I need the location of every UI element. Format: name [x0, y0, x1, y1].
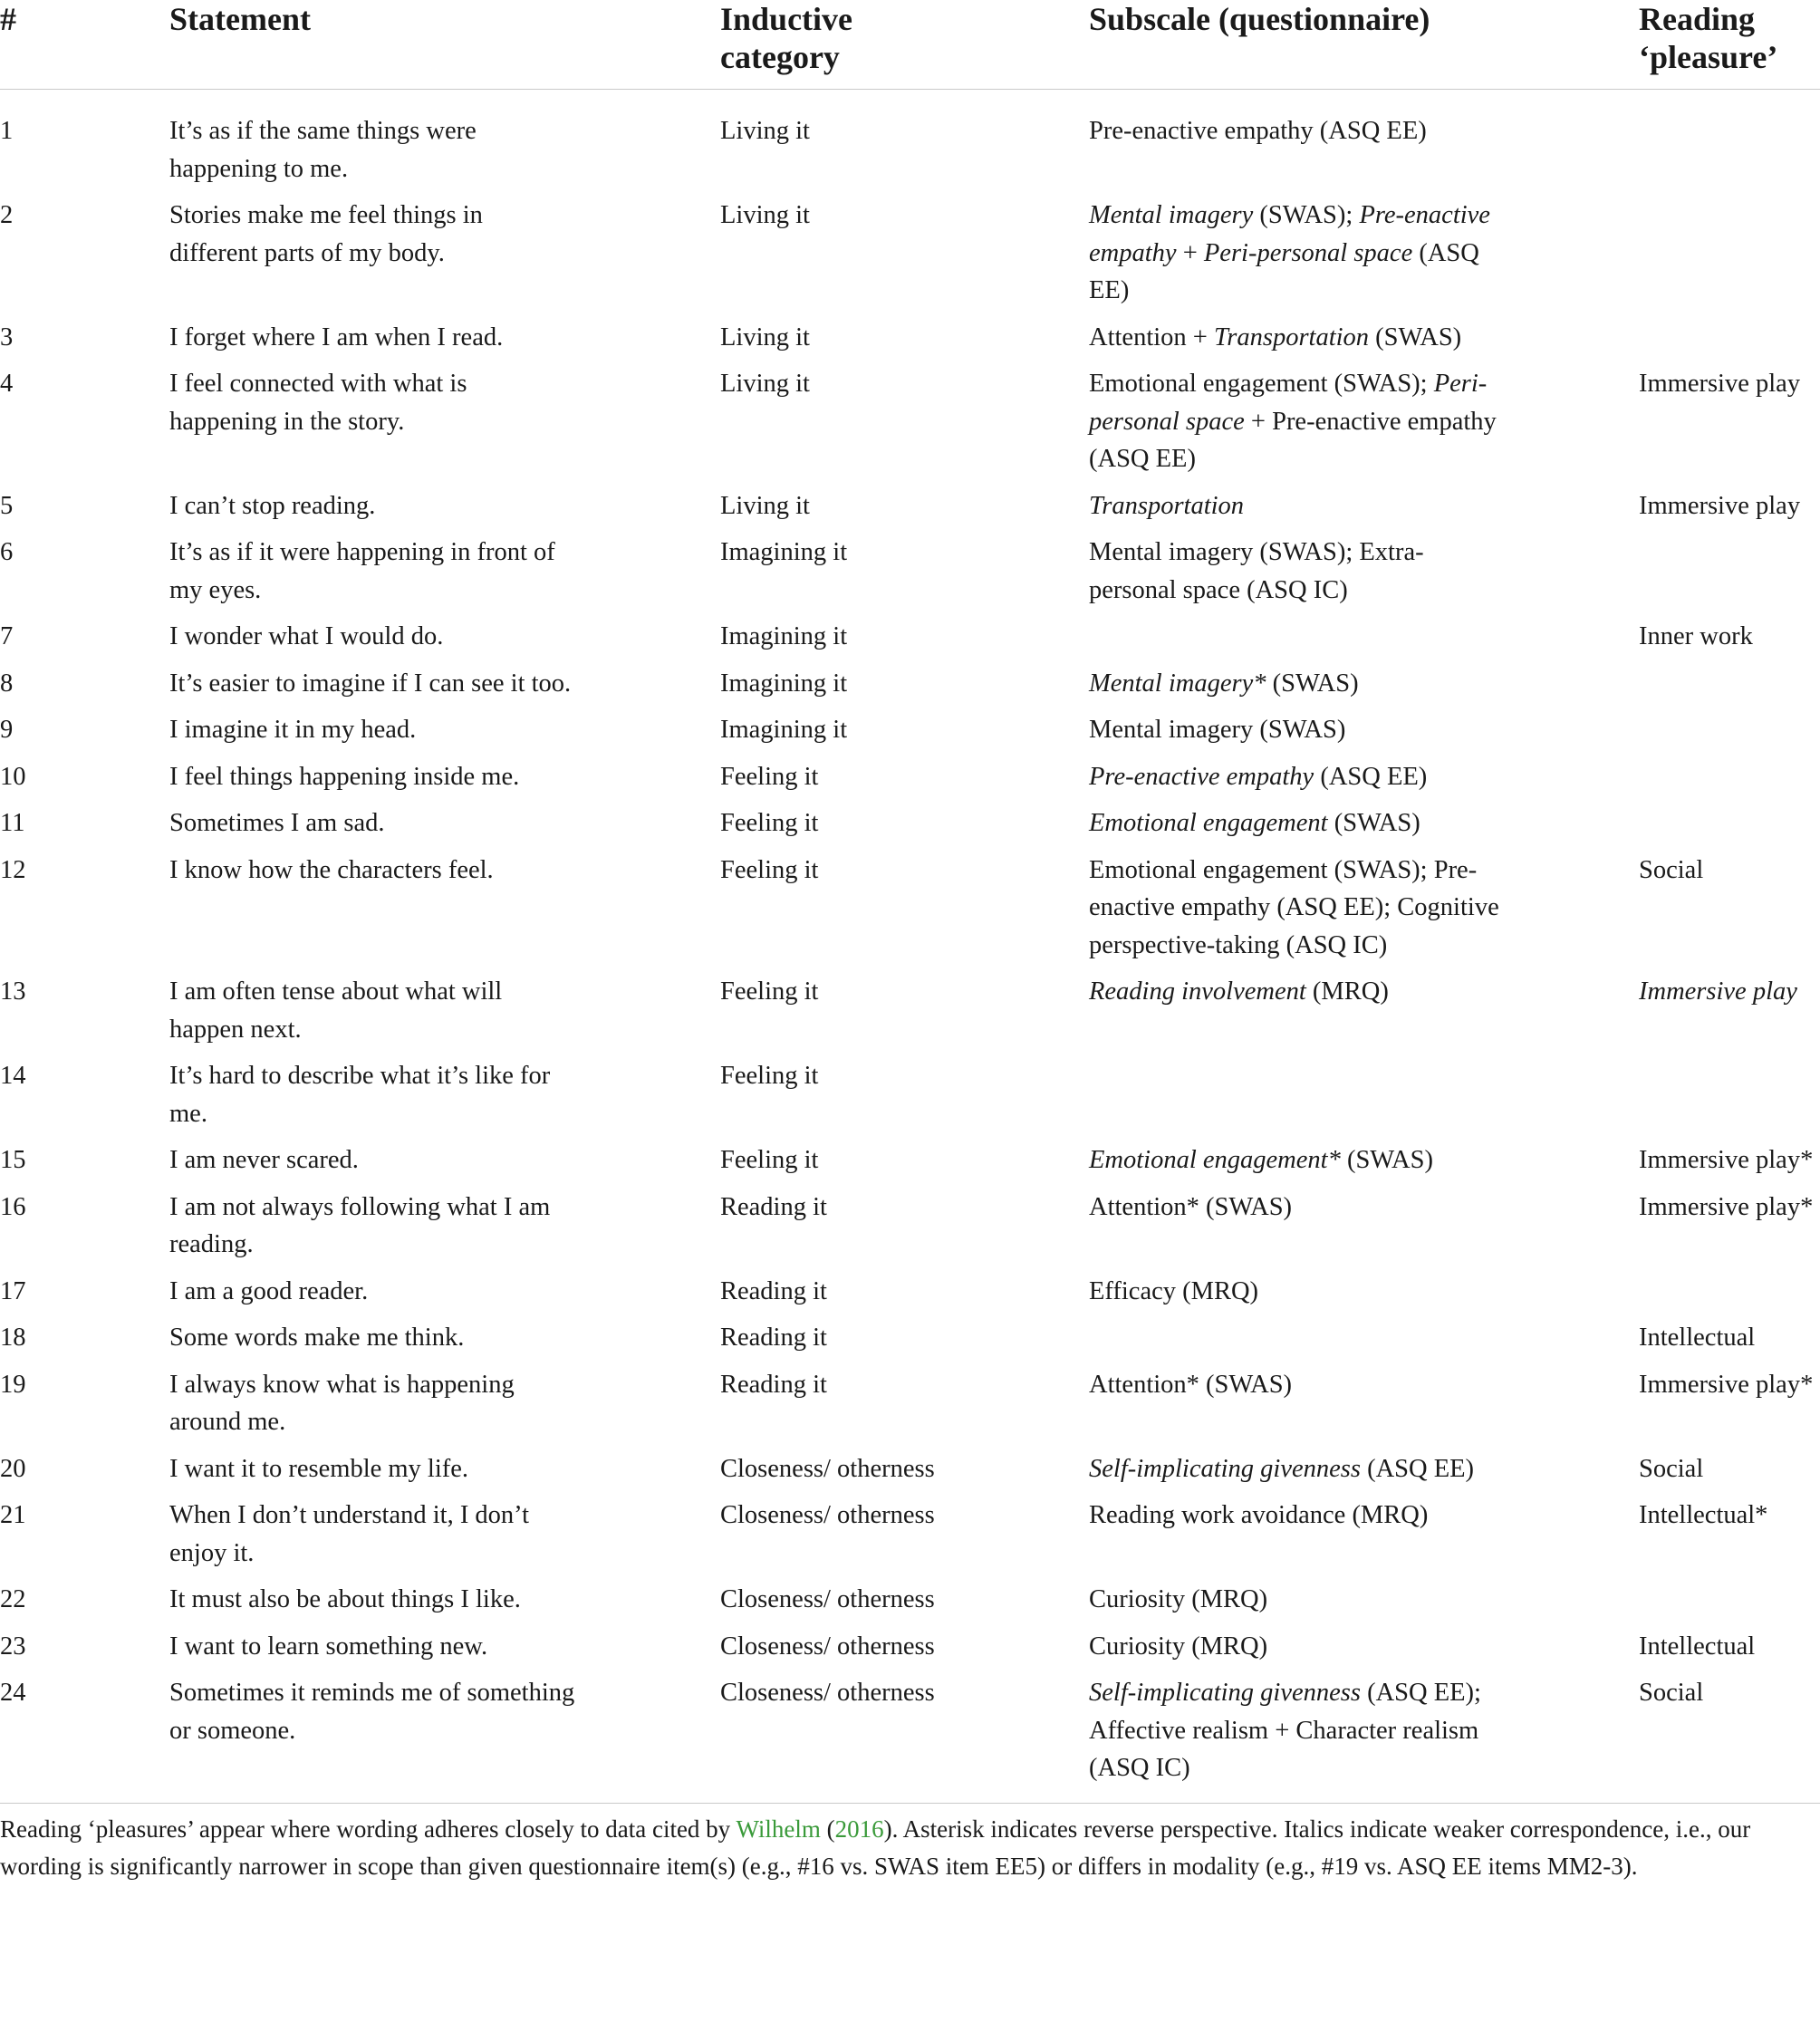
category-cell: [720, 852, 1089, 974]
row-number: [0, 1057, 169, 1141]
table-row: [0, 665, 1820, 712]
reading-pleasure-cell-text: Social: [1639, 1679, 1704, 1707]
reading-pleasure-cell-text: Intellectual: [1639, 1324, 1756, 1352]
subscale-cell-text: Self-implicating givenness (ASQ EE); Affective realism + Character realism (ASQ IC): [1089, 1679, 1481, 1782]
category-cell-text: Closeness/ otherness: [720, 1632, 935, 1661]
category-cell-text: Feeling it: [720, 762, 819, 791]
statement-cell: [169, 1366, 720, 1450]
table-row: [0, 90, 1820, 197]
reading-pleasure-cell: [1639, 711, 1820, 758]
subscale-cell-text: Emotional engagement (SWAS); Pre-enactive empathy (ASQ EE); Cognitive perspective-taking (ASQ IC): [1089, 855, 1499, 959]
subscale-cell-text: Transportation: [1089, 491, 1245, 520]
table-row: [0, 804, 1820, 852]
subscale-cell-text: Curiosity (MRQ): [1089, 1585, 1268, 1613]
subscale-cell-text: Attention* (SWAS): [1089, 1370, 1293, 1399]
statement-cell-text: I want it to resemble my life.: [169, 1454, 469, 1483]
statement-cell: [169, 804, 720, 852]
table-row: [0, 1189, 1820, 1273]
category-cell: [720, 319, 1089, 366]
citation-year-link[interactable]: 2016: [834, 1815, 884, 1843]
row-number-text: 3: [0, 323, 14, 351]
category-cell: [720, 804, 1089, 852]
category-cell: [720, 1141, 1089, 1189]
statement-cell-text: I am not always following what I am reading.: [169, 1192, 551, 1258]
subscale-cell-text: Mental imagery (SWAS): [1089, 716, 1346, 744]
table-row: [0, 534, 1820, 618]
statement-cell: [169, 1450, 720, 1497]
category-cell: [720, 90, 1089, 197]
category-cell-text: Living it: [720, 323, 810, 351]
reading-pleasure-cell-text: Inner work: [1639, 622, 1753, 650]
reading-pleasure-cell: [1639, 365, 1820, 487]
statement-cell-text: I want to learn something new.: [169, 1632, 488, 1661]
subscale-cell: [1089, 1581, 1639, 1628]
reading-pleasure-cell-text: Intellectual: [1639, 1632, 1756, 1661]
table-row: [0, 1141, 1820, 1189]
row-number-text: 13: [0, 977, 26, 1006]
subscale-cell: [1089, 90, 1639, 197]
reading-pleasure-cell: [1639, 1273, 1820, 1320]
reading-pleasure-cell-text: Social: [1639, 1454, 1704, 1483]
category-cell-text: Feeling it: [720, 1062, 819, 1090]
category-cell: [720, 618, 1089, 665]
row-number: [0, 197, 169, 319]
statement-cell-text: Sometimes it reminds me of something or someone.: [169, 1679, 575, 1745]
reading-pleasure-cell: [1639, 1497, 1820, 1581]
row-number: [0, 365, 169, 487]
statement-cell: [169, 319, 720, 366]
statement-cell: [169, 1141, 720, 1189]
statement-cell: [169, 852, 720, 974]
row-number-text: 15: [0, 1146, 26, 1174]
statement-cell-text: It’s as if the same things were happening to me.: [169, 117, 477, 183]
statement-cell-text: I feel things happening inside me.: [169, 762, 520, 791]
reading-pleasure-cell-text: Immersive play*: [1639, 1370, 1814, 1399]
row-number: [0, 1674, 169, 1803]
table-row: [0, 1581, 1820, 1628]
category-cell: [720, 534, 1089, 618]
statement-cell-text: I can’t stop reading.: [169, 491, 376, 520]
header-num: #: [0, 0, 169, 90]
row-number-text: 4: [0, 370, 14, 398]
subscale-cell: [1089, 1628, 1639, 1675]
reading-pleasure-cell: [1639, 1057, 1820, 1141]
statement-cell-text: It must also be about things I like.: [169, 1585, 521, 1613]
row-number: [0, 1273, 169, 1320]
subscale-cell: [1089, 1189, 1639, 1273]
subscale-cell-text: Reading involvement (MRQ): [1089, 977, 1389, 1006]
subscale-cell-text: Self-implicating givenness (ASQ EE): [1089, 1454, 1475, 1483]
category-cell: [720, 1189, 1089, 1273]
citation-author-link[interactable]: Wilhelm: [736, 1815, 821, 1843]
row-number-text: 21: [0, 1501, 26, 1529]
category-cell: [720, 365, 1089, 487]
subscale-cell: [1089, 1057, 1639, 1141]
subscale-cell-text: Pre-enactive empathy (ASQ EE): [1089, 762, 1428, 791]
category-cell-text: Closeness/ otherness: [720, 1501, 935, 1529]
table-row: [0, 618, 1820, 665]
category-cell-text: Reading it: [720, 1370, 827, 1399]
header-category-line2: category: [720, 39, 840, 75]
reading-pleasure-cell: [1639, 618, 1820, 665]
category-cell-text: Feeling it: [720, 977, 819, 1006]
row-number-text: 2: [0, 201, 14, 229]
subscale-cell-text: Mental imagery* (SWAS): [1089, 669, 1359, 698]
category-cell: [720, 665, 1089, 712]
table-row: [0, 1674, 1820, 1803]
statement-cell: [169, 1497, 720, 1581]
category-cell-text: Reading it: [720, 1192, 827, 1221]
statement-cell: [169, 973, 720, 1057]
reading-pleasure-cell: [1639, 319, 1820, 366]
subscale-cell: [1089, 1366, 1639, 1450]
row-number-text: 10: [0, 762, 26, 791]
statement-cell: [169, 197, 720, 319]
subscale-cell: [1089, 1450, 1639, 1497]
subscale-cell: [1089, 1497, 1639, 1581]
reading-pleasure-cell: [1639, 487, 1820, 534]
table-row: [0, 1497, 1820, 1581]
category-cell-text: Feeling it: [720, 1146, 819, 1174]
row-number-text: 8: [0, 669, 14, 698]
reading-pleasure-cell: [1639, 852, 1820, 974]
row-number-text: 6: [0, 538, 14, 566]
reading-pleasure-cell: [1639, 1674, 1820, 1803]
row-number-text: 5: [0, 491, 14, 520]
statement-cell: [169, 758, 720, 805]
reading-pleasure-cell-text: Immersive play*: [1639, 1192, 1814, 1221]
subscale-cell: [1089, 758, 1639, 805]
statement-cell-text: Stories make me feel things in different parts of my body.: [169, 201, 483, 267]
table-row: [0, 1273, 1820, 1320]
table-body: [0, 90, 1820, 1803]
row-number-text: 22: [0, 1585, 26, 1613]
reading-pleasure-cell: [1639, 197, 1820, 319]
category-cell: [720, 1497, 1089, 1581]
row-number-text: 14: [0, 1062, 26, 1090]
statement-cell: [169, 1581, 720, 1628]
reading-pleasure-cell-text: Intellectual*: [1639, 1501, 1768, 1529]
reading-pleasure-cell: [1639, 973, 1820, 1057]
statement-cell-text: I am often tense about what will happen next.: [169, 977, 503, 1044]
header-reading: [1639, 0, 1820, 90]
row-number-text: 9: [0, 716, 14, 744]
row-number: [0, 1189, 169, 1273]
statement-cell-text: Some words make me think.: [169, 1324, 465, 1352]
category-cell: [720, 197, 1089, 319]
row-number-text: 17: [0, 1276, 26, 1305]
statement-cell-text: I am a good reader.: [169, 1276, 369, 1305]
statement-cell-text: It’s as if it were happening in front of my eyes.: [169, 538, 555, 604]
category-cell-text: Closeness/ otherness: [720, 1454, 935, 1483]
table-row: [0, 1366, 1820, 1450]
row-number: [0, 1366, 169, 1450]
table-row: [0, 711, 1820, 758]
statement-cell-text: I wonder what I would do.: [169, 622, 444, 650]
row-number-text: 19: [0, 1370, 26, 1399]
table-row: [0, 365, 1820, 487]
category-cell: [720, 1366, 1089, 1450]
reading-pleasure-cell: [1639, 804, 1820, 852]
header-reading-line2: ‘pleasure’: [1639, 39, 1778, 75]
category-cell: [720, 1319, 1089, 1366]
table-row: [0, 487, 1820, 534]
row-number-text: 18: [0, 1324, 26, 1352]
table-row: [0, 319, 1820, 366]
subscale-cell: [1089, 487, 1639, 534]
footnote-text-2: ). Asterisk indicates reverse perspective. Italics indicate weaker correspondence, i.e., our wording is significantly narrower in scope than given questionnaire item(s) (e.g., #16 vs. SWAS item EE5) or differs in modality (e.g., #19 vs. ASQ EE items MM2-3).: [0, 1815, 1751, 1880]
row-number: [0, 618, 169, 665]
category-cell: [720, 1674, 1089, 1803]
row-number-text: 11: [0, 809, 25, 837]
subscale-cell: [1089, 1319, 1639, 1366]
table-row: [0, 758, 1820, 805]
statement-cell: [169, 665, 720, 712]
category-cell-text: Imagining it: [720, 622, 848, 650]
row-number: [0, 1141, 169, 1189]
statement-cell-text: I always know what is happening around me.: [169, 1370, 515, 1436]
reading-pleasure-cell: [1639, 1189, 1820, 1273]
statement-cell-text: I am never scared.: [169, 1146, 359, 1174]
category-cell-text: Feeling it: [720, 855, 819, 884]
statement-cell: [169, 618, 720, 665]
subscale-cell-text: Emotional engagement* (SWAS): [1089, 1146, 1433, 1174]
statement-cell: [169, 487, 720, 534]
category-cell-text: Imagining it: [720, 538, 848, 566]
table-row: [0, 197, 1820, 319]
statement-cell-text: I forget where I am when I read.: [169, 323, 504, 351]
category-cell-text: Living it: [720, 117, 810, 145]
category-cell: [720, 1628, 1089, 1675]
statement-cell-text: I feel connected with what is happening in the story.: [169, 370, 467, 436]
reading-pleasure-cell: [1639, 1450, 1820, 1497]
header-subscale: Subscale (questionnaire): [1089, 0, 1639, 90]
statement-cell-text: It’s easier to imagine if I can see it too.: [169, 669, 572, 698]
category-cell: [720, 711, 1089, 758]
reading-pleasure-cell: [1639, 1581, 1820, 1628]
reading-pleasure-cell: [1639, 758, 1820, 805]
category-cell: [720, 1450, 1089, 1497]
subscale-cell: [1089, 1141, 1639, 1189]
row-number: [0, 852, 169, 974]
statement-cell-text: I know how the characters feel.: [169, 855, 494, 884]
statement-cell-text: Sometimes I am sad.: [169, 809, 385, 837]
category-cell-text: Reading it: [720, 1324, 827, 1352]
table-footnote: [0, 1803, 1820, 1886]
subscale-cell-text: Attention + Transportation (SWAS): [1089, 323, 1462, 351]
statement-cell-text: I imagine it in my head.: [169, 716, 417, 744]
statement-cell: [169, 1674, 720, 1803]
row-number: [0, 319, 169, 366]
statement-cell-text: When I don’t understand it, I don’t enjoy it.: [169, 1501, 530, 1567]
category-cell-text: Reading it: [720, 1276, 827, 1305]
subscale-cell-text: Emotional engagement (SWAS); Peri-personal space + Pre-enactive empathy (ASQ EE): [1089, 370, 1497, 473]
category-cell: [720, 758, 1089, 805]
subscale-cell: [1089, 1674, 1639, 1803]
reading-pleasure-cell-text: Immersive play: [1639, 491, 1801, 520]
subscale-cell: [1089, 711, 1639, 758]
table-row: [0, 852, 1820, 974]
category-cell: [720, 1273, 1089, 1320]
row-number-text: 16: [0, 1192, 26, 1221]
row-number-text: 7: [0, 622, 14, 650]
row-number: [0, 1497, 169, 1581]
subscale-cell-text: Efficacy (MRQ): [1089, 1276, 1259, 1305]
header-statement: Statement: [169, 0, 720, 90]
reading-pleasure-cell-text: Immersive play: [1639, 977, 1797, 1006]
row-number: [0, 973, 169, 1057]
category-cell-text: Living it: [720, 370, 810, 398]
row-number: [0, 758, 169, 805]
subscale-cell: [1089, 1273, 1639, 1320]
footnote-paren: (: [820, 1815, 835, 1843]
subscale-cell: [1089, 197, 1639, 319]
reading-pleasure-cell: [1639, 1366, 1820, 1450]
statement-cell: [169, 1273, 720, 1320]
subscale-cell: [1089, 618, 1639, 665]
statement-cell: [169, 711, 720, 758]
row-number: [0, 487, 169, 534]
reading-pleasure-cell: [1639, 534, 1820, 618]
header-category-line1: Inductive: [720, 1, 853, 37]
category-cell: [720, 1581, 1089, 1628]
footnote-text-1: Reading ‘pleasures’ appear where wording adheres closely to data cited by: [0, 1815, 737, 1843]
statement-cell: [169, 1319, 720, 1366]
row-number-text: 23: [0, 1632, 26, 1661]
statement-cell: [169, 365, 720, 487]
reading-pleasure-cell: [1639, 1628, 1820, 1675]
row-number: [0, 804, 169, 852]
subscale-cell-text: Mental imagery (SWAS); Extra-personal space (ASQ IC): [1089, 538, 1424, 604]
header-category: [720, 0, 1089, 90]
row-number-text: 1: [0, 117, 14, 145]
category-cell-text: Living it: [720, 491, 810, 520]
category-cell-text: Closeness/ otherness: [720, 1585, 935, 1613]
reading-pleasure-cell-text: Immersive play: [1639, 370, 1801, 398]
row-number: [0, 1319, 169, 1366]
reading-pleasure-cell-text: Immersive play*: [1639, 1146, 1814, 1174]
table-row: [0, 1628, 1820, 1675]
subscale-cell-text: Reading work avoidance (MRQ): [1089, 1501, 1429, 1529]
category-cell-text: Imagining it: [720, 716, 848, 744]
statement-cell: [169, 1189, 720, 1273]
subscale-cell: [1089, 665, 1639, 712]
reading-pleasure-cell: [1639, 1141, 1820, 1189]
header-row: [0, 0, 1820, 90]
row-number-text: 24: [0, 1679, 26, 1707]
row-number: [0, 534, 169, 618]
category-cell: [720, 973, 1089, 1057]
table-row: [0, 1319, 1820, 1366]
subscale-cell-text: Curiosity (MRQ): [1089, 1632, 1268, 1661]
subscale-cell-text: Emotional engagement (SWAS): [1089, 809, 1420, 837]
subscale-cell: [1089, 852, 1639, 974]
statement-cell: [169, 1057, 720, 1141]
reading-pleasure-cell-text: Social: [1639, 855, 1704, 884]
category-cell: [720, 487, 1089, 534]
row-number: [0, 1581, 169, 1628]
subscale-cell: [1089, 534, 1639, 618]
category-cell-text: Feeling it: [720, 809, 819, 837]
reading-pleasure-cell: [1639, 90, 1820, 197]
category-cell-text: Imagining it: [720, 669, 848, 698]
statement-cell-text: It’s hard to describe what it’s like for me.: [169, 1062, 551, 1128]
subscale-cell: [1089, 973, 1639, 1057]
row-number: [0, 1628, 169, 1675]
row-number: [0, 1450, 169, 1497]
row-number-text: 12: [0, 855, 26, 884]
table-row: [0, 1057, 1820, 1141]
row-number-text: 20: [0, 1454, 26, 1483]
subscale-cell: [1089, 319, 1639, 366]
row-number: [0, 665, 169, 712]
reading-pleasure-cell: [1639, 1319, 1820, 1366]
row-number: [0, 711, 169, 758]
category-cell-text: Living it: [720, 201, 810, 229]
category-cell: [720, 1057, 1089, 1141]
table-row: [0, 973, 1820, 1057]
reading-pleasure-cell: [1639, 665, 1820, 712]
subscale-cell: [1089, 804, 1639, 852]
subscale-cell: [1089, 365, 1639, 487]
row-number: [0, 90, 169, 197]
statement-cell: [169, 534, 720, 618]
statement-cell: [169, 90, 720, 197]
category-cell-text: Closeness/ otherness: [720, 1679, 935, 1707]
subscale-cell-text: Pre-enactive empathy (ASQ EE): [1089, 117, 1427, 145]
header-reading-line1: Reading: [1639, 1, 1756, 37]
table-row: [0, 1450, 1820, 1497]
statement-cell: [169, 1628, 720, 1675]
subscale-cell-text: Attention* (SWAS): [1089, 1192, 1293, 1221]
subscale-cell-text: Mental imagery (SWAS); Pre-enactive empathy + Peri-personal space (ASQ EE): [1089, 201, 1490, 304]
